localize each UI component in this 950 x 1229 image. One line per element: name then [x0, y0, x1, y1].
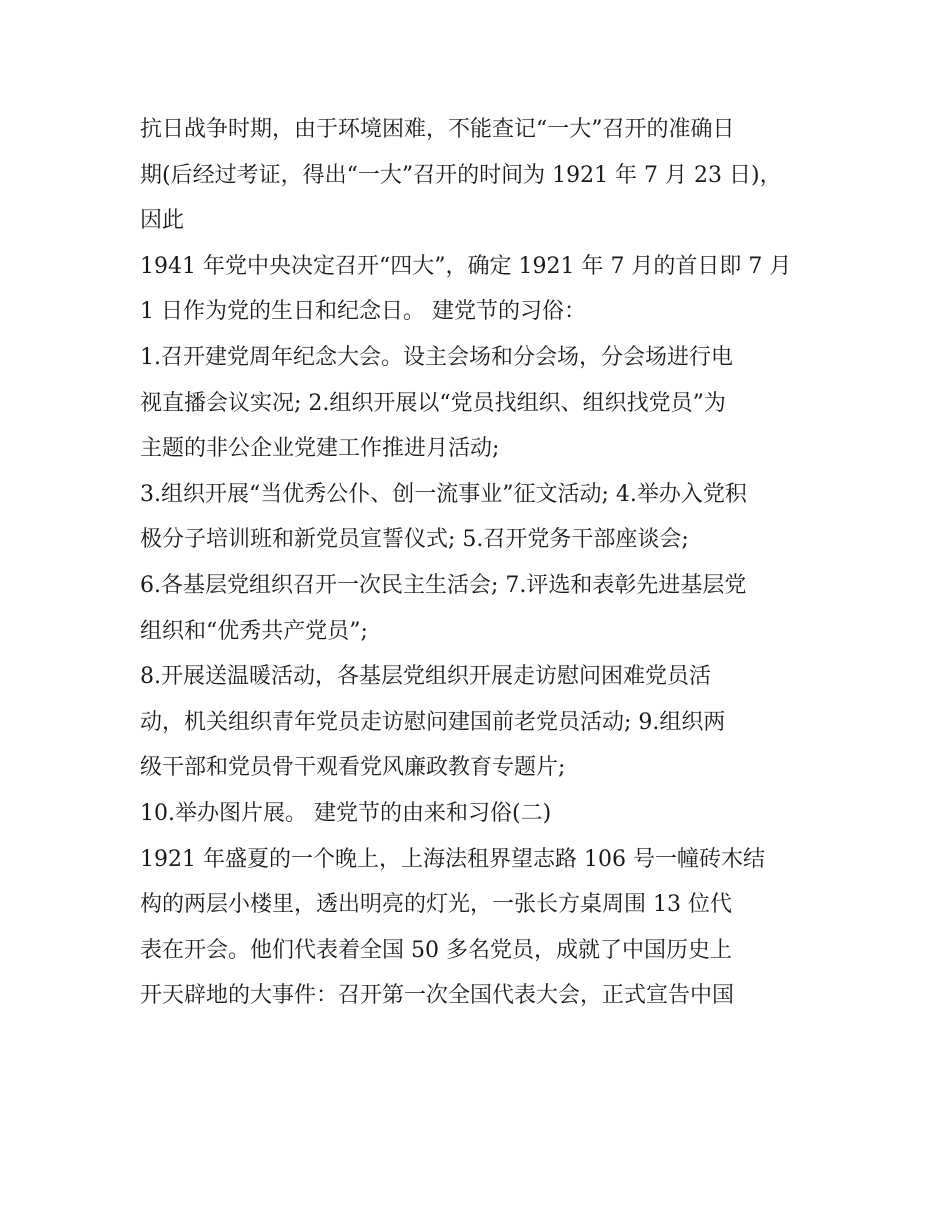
- text-line: 开天辟地的大事件：召开第一次全国代表大会，正式宣告中国: [140, 983, 735, 1009]
- text-line: 动，机关组织青年党员走访慰问建国前老党员活动; 9.组织两: [140, 709, 726, 735]
- text-line: 组织和“优秀共产党员”;: [140, 618, 368, 644]
- text-line: 1 日作为党的生日和纪念日。 建党节的习俗：: [140, 299, 586, 325]
- text-line: 10.举办图片展。 建党节的由来和习俗(二): [140, 800, 552, 826]
- text-line: 1941 年党中央决定召开“四大”，确定 1921 年 7 月的首日即 7 月: [140, 253, 792, 279]
- text-line: 主题的非公企业党建工作推进月活动;: [140, 436, 500, 462]
- text-line: 构的两层小楼里，透出明亮的灯光，一张长方桌周围 13 位代: [140, 892, 732, 918]
- text-line: 视直播会议实况; 2.组织开展以“党员找组织、组织找党员”为: [140, 390, 726, 416]
- body-text: [140, 107, 820, 1019]
- text-line: 表在开会。他们代表着全国 50 多名党员，成就了中国历史上: [140, 937, 732, 963]
- text-line: 极分子培训班和新党员宣誓仪式; 5.召开党务干部座谈会;: [140, 527, 689, 553]
- text-line: 3.组织开展“当优秀公仆、创一流事业”征文活动; 4.举办入党积: [140, 481, 747, 507]
- text-line: 1.召开建党周年纪念大会。设主会场和分会场，分会场进行电: [140, 344, 733, 370]
- text-line: 因此: [140, 208, 185, 234]
- text-line: 8.开展送温暖活动，各基层党组织开展走访慰问困难党员活: [140, 664, 711, 690]
- text-line: 1921 年盛夏的一个晚上，上海法租界望志路 106 号一幢砖木结: [140, 846, 765, 872]
- text-line: 级干部和党员骨干观看党风廉政教育专题片;: [140, 755, 566, 781]
- text-line: 期(后经过考证，得出“一大”召开的时间为 1921 年 7 月 23 日)，: [140, 162, 782, 188]
- text-line: 抗日战争时期，由于环境困难，不能查记“一大”召开的准确日: [140, 117, 735, 142]
- text-line: 6.各基层党组织召开一次民主生活会; 7.评选和表彰先进基层党: [140, 572, 747, 598]
